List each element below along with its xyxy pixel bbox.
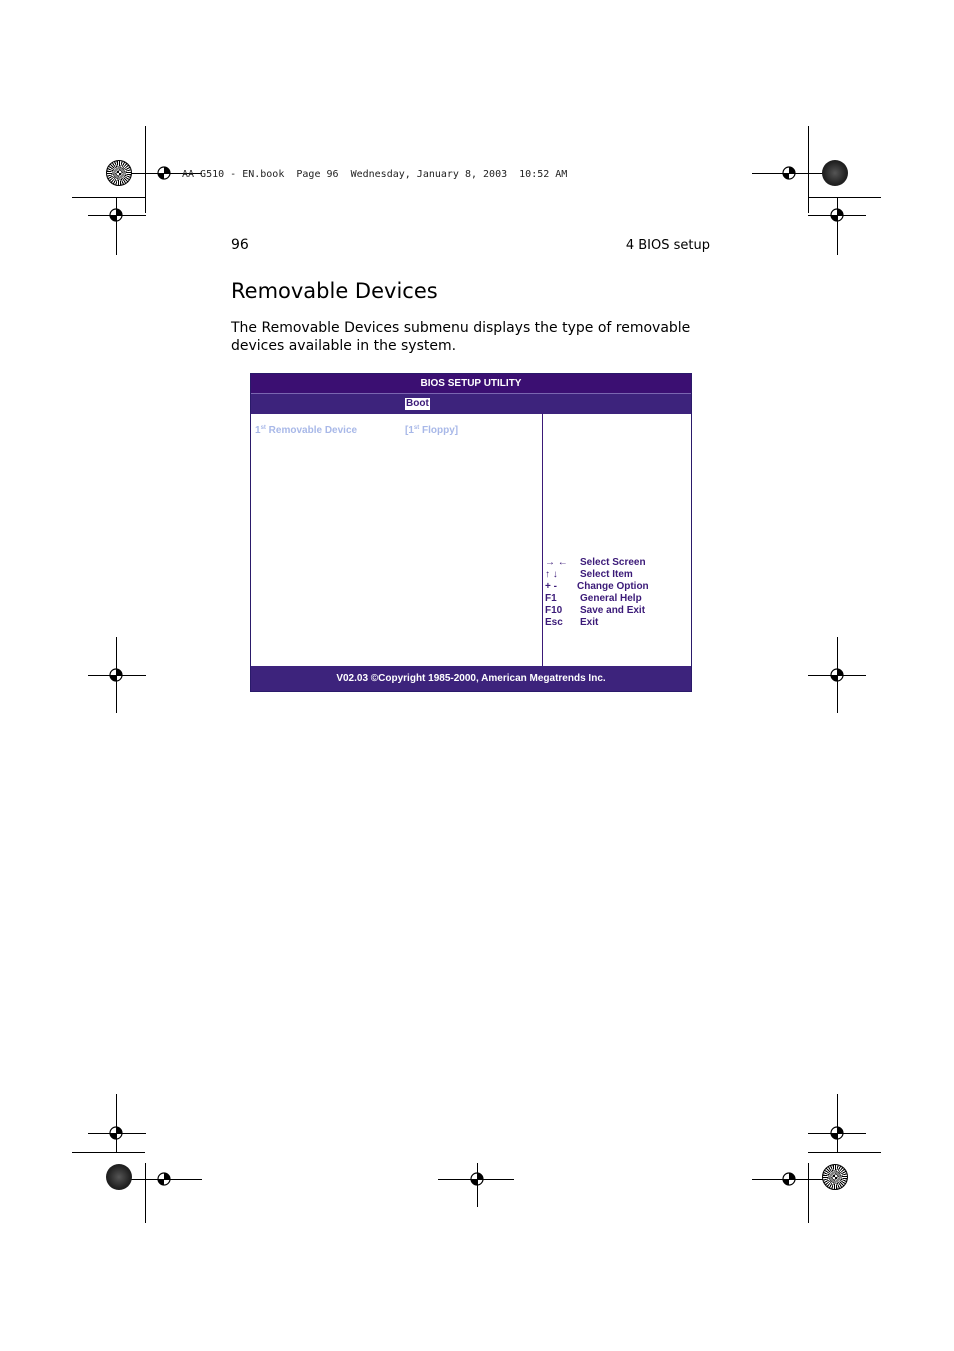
intro-paragraph: The Removable Devices submenu displays the type of removable devices available in the system. [231,320,691,354]
bios-copyright-footer: V02.03 ©Copyright 1985-2000, American Megatrends Inc. [251,666,691,691]
tab-boot[interactable]: Boot [406,398,429,409]
help-row-general-help: F1 General Help [545,593,642,604]
help-row-change-option: + - Change Option [545,581,649,592]
help-row-save-exit: F10 Save and Exit [545,605,646,616]
bios-title-bar: BIOS SETUP UTILITY [251,374,691,393]
print-slug: AA G510 - EN.book Page 96 Wednesday, January 8, 2003 10:52 AM [182,169,568,180]
help-row-select-screen: → ← Select Screen [545,557,646,568]
removable-device-label[interactable]: 1st Removable Device [255,425,358,436]
bios-tab-bar [251,393,691,414]
page-number: 96 [231,237,249,253]
bios-panel-divider [542,413,543,666]
removable-device-value[interactable]: [1st Floppy] [405,425,459,436]
help-row-exit: Esc Exit [545,617,599,628]
bios-screen [250,373,692,692]
running-head: 4 BIOS setup [625,238,710,253]
section-title: Removable Devices [231,279,438,303]
help-row-select-item: ↑ ↓ Select Item [545,569,633,580]
key-help-legend [545,557,685,629]
